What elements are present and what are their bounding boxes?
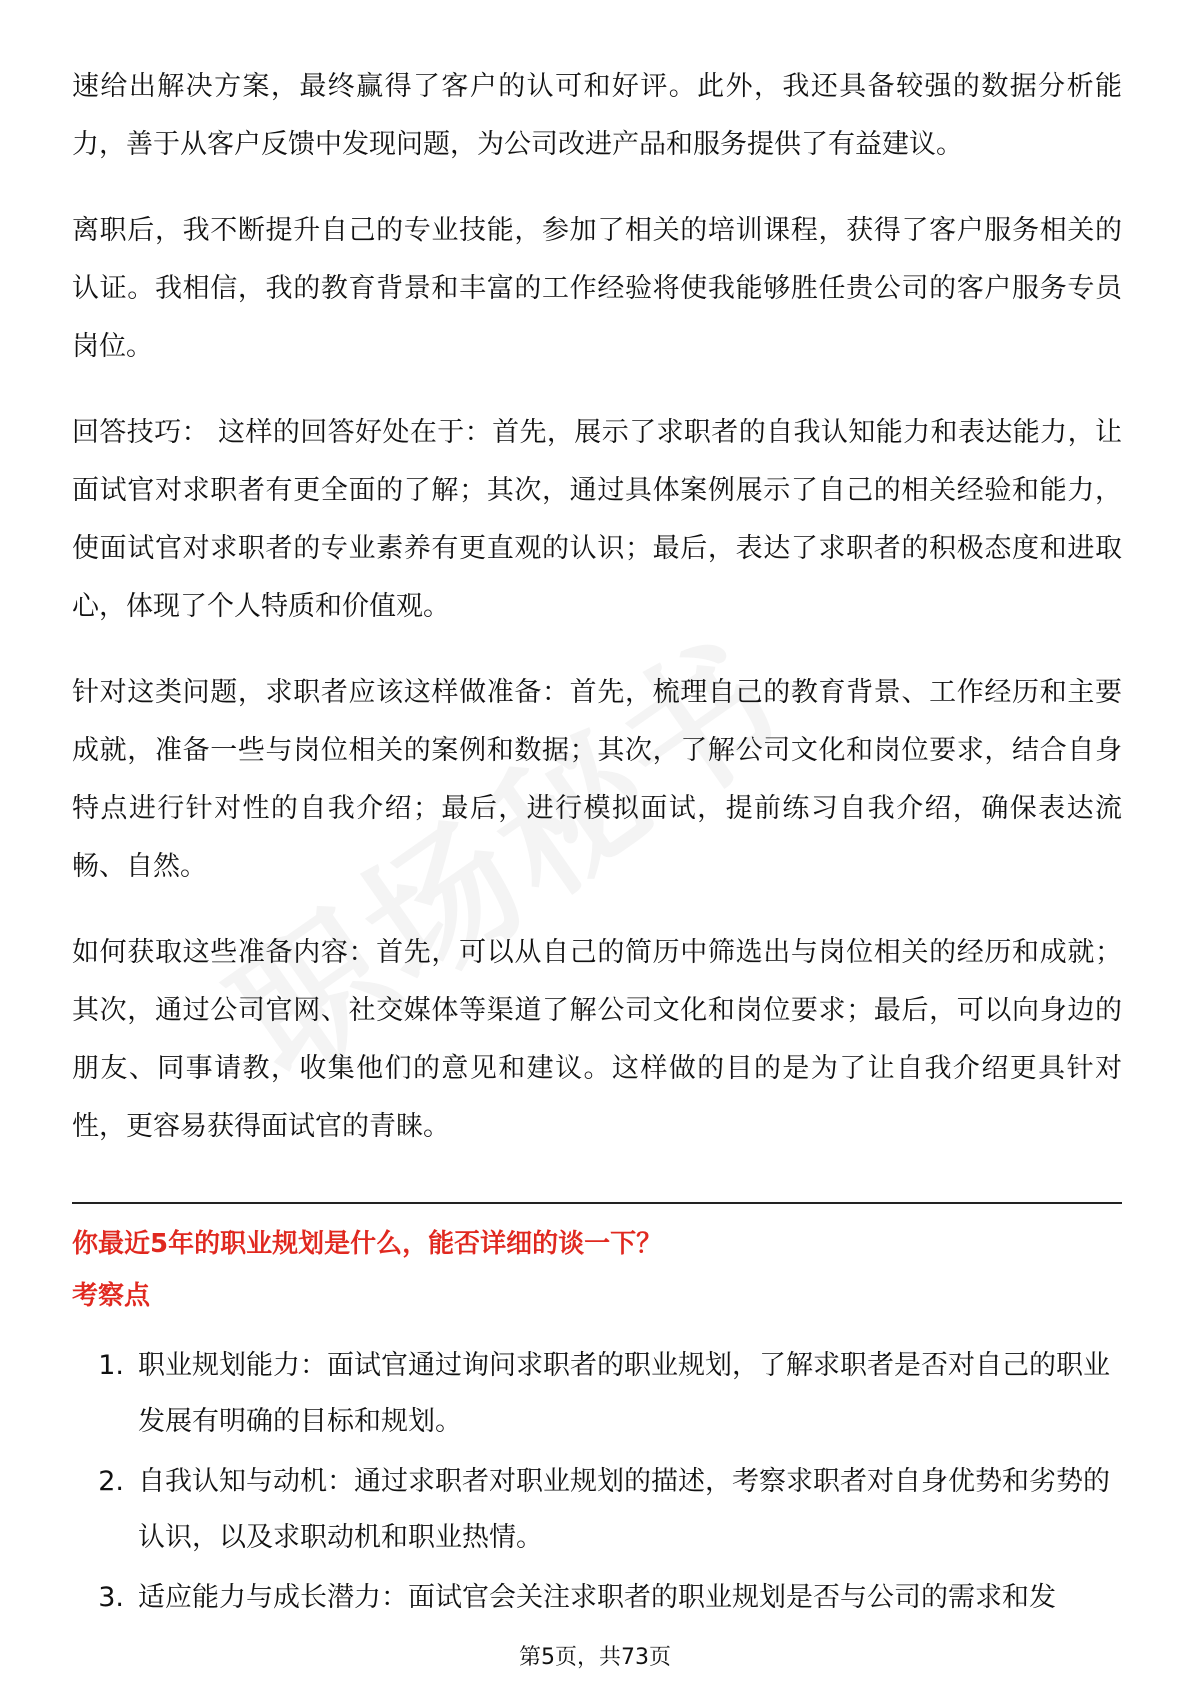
paragraph: 回答技巧： 这样的回答好处在于：首先，展示了求职者的自我认知能力和表达能力，让面试官对求职者有更全面的了解；其次，通过具体案例展示了自己的相关经验和能力，使面试官对求职者的专业素养有更直观的认识；最后，表达了求职者的积极态度和进取心，体现了个人特质和价值观。 [72, 417, 1122, 622]
document-body [72, 58, 1122, 1630]
list-item-number: 3. [98, 1582, 124, 1613]
list-item-number: 1. [98, 1350, 124, 1381]
list-item [72, 1570, 1122, 1626]
list-item-text: 职业规划能力：面试官通过询问求职者的职业规划，了解求职者是否对自己的职业发展有明确的目标和规划。 [138, 1350, 1110, 1437]
paragraph: 如何获取这些准备内容：首先，可以从自己的简历中筛选出与岗位相关的经历和成就；其次，通过公司官网、社交媒体等渠道了解公司文化和岗位要求；最后，可以向身边的朋友、同事请教，收集他们的意见和建议。这样做的目的是为了让自我介绍更具针对性，更容易获得面试官的青睐。 [72, 937, 1122, 1142]
paragraph: 速给出解决方案，最终赢得了客户的认可和好评。此外，我还具备较强的数据分析能力，善于从客户反馈中发现问题，为公司改进产品和服务提供了有益建议。 [72, 71, 1122, 160]
list-item [72, 1454, 1122, 1566]
page-footer: 第5页，共73页 [519, 1645, 671, 1670]
paragraph: 针对这类问题，求职者应该这样做准备：首先，梳理自己的教育背景、工作经历和主要成就，准备一些与岗位相关的案例和数据；其次，了解公司文化和岗位要求，结合自身特点进行针对性的自我介绍；最后，进行模拟面试，提前练习自我介绍，确保表达流畅、自然。 [72, 677, 1122, 882]
list-item-text: 适应能力与成长潜力：面试官会关注求职者的职业规划是否与公司的需求和发 [138, 1582, 1056, 1613]
list-item [72, 1338, 1122, 1450]
question-heading: 你最近5年的职业规划是什么，能否详细的谈一下？ [72, 1229, 663, 1259]
list-item-number: 2. [98, 1466, 124, 1497]
list-item-text: 自我认知与动机：通过求职者对职业规划的描述，考察求职者对自身优势和劣势的认识，以及求职动机和职业热情。 [138, 1466, 1110, 1553]
paragraph: 离职后，我不断提升自己的专业技能，参加了相关的培训课程，获得了客户服务相关的认证。我相信，我的教育背景和丰富的工作经验将使我能够胜任贵公司的客户服务专员岗位。 [72, 215, 1122, 362]
section-divider [72, 1202, 1122, 1204]
assessment-points-list [72, 1338, 1122, 1626]
section-title: 考察点 [72, 1281, 151, 1311]
